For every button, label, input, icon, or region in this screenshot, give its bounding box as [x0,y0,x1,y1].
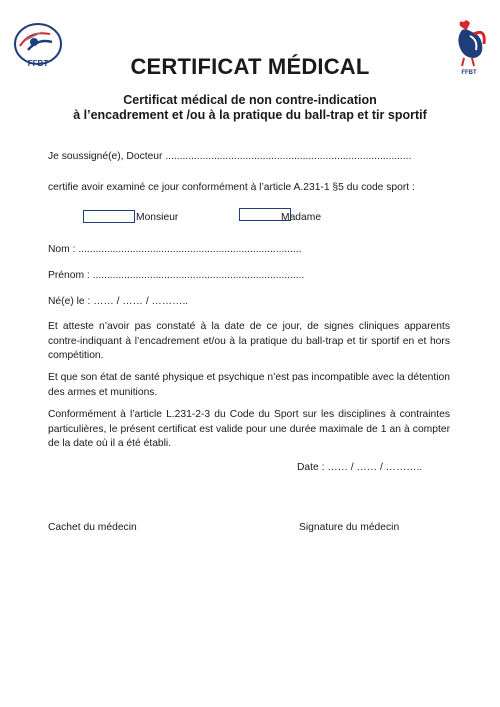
paragraph-attestation: Et atteste n’avoir pas constaté à la date de ce jour, de signes cliniques apparents contre-indiquant à l’encadrement et/ou à la pratique du ball-trap et tir sportif en et hors compétition. [48,321,450,361]
subtitle-line-2: à l’encadrement et /ou à la pratique du ball-trap et tir sportif [73,108,427,122]
doctor-line[interactable]: Je soussigné(e), Docteur ...................................................................................... [48,151,412,162]
nom-field[interactable]: Nom : .............................................................................. [48,244,302,255]
birthdate-field[interactable]: Né(e) le : …… / …… / ……….. [48,296,189,307]
date-field[interactable]: Date : …… / …… / ……….. [297,462,423,473]
monsieur-checkbox[interactable] [83,210,135,223]
signature-label: Signature du médecin [299,522,400,533]
madame-label: Madame [281,212,322,223]
monsieur-label: Monsieur [136,212,179,223]
svg-text:FFBT: FFBT [461,70,477,76]
page-title: CERTIFICAT MÉDICAL [130,54,370,79]
subtitle [0,93,500,123]
prenom-field[interactable]: Prénom : .......................................................................... [48,270,305,281]
paragraph-validite: Conformément à l’article L.231-2-3 du Code du Sport sur les disciplines à contraintes particulières, le présent certificat est valide pour une durée maximale de 1 an à compter de la date où il a été établi. [48,409,450,449]
paragraph-armes: Et que son état de santé physique et psychique n’est pas incompatible avec la détention des armes et munitions. [48,372,450,398]
certifie-text: certifie avoir examiné ce jour conformément à l’article A.231-1 §5 du code sport : [48,182,415,193]
subtitle-line-1: Certificat médical de non contre-indication [123,93,377,107]
cachet-label: Cachet du médecin [48,522,137,533]
svg-text:FFBT: FFBT [27,59,49,68]
